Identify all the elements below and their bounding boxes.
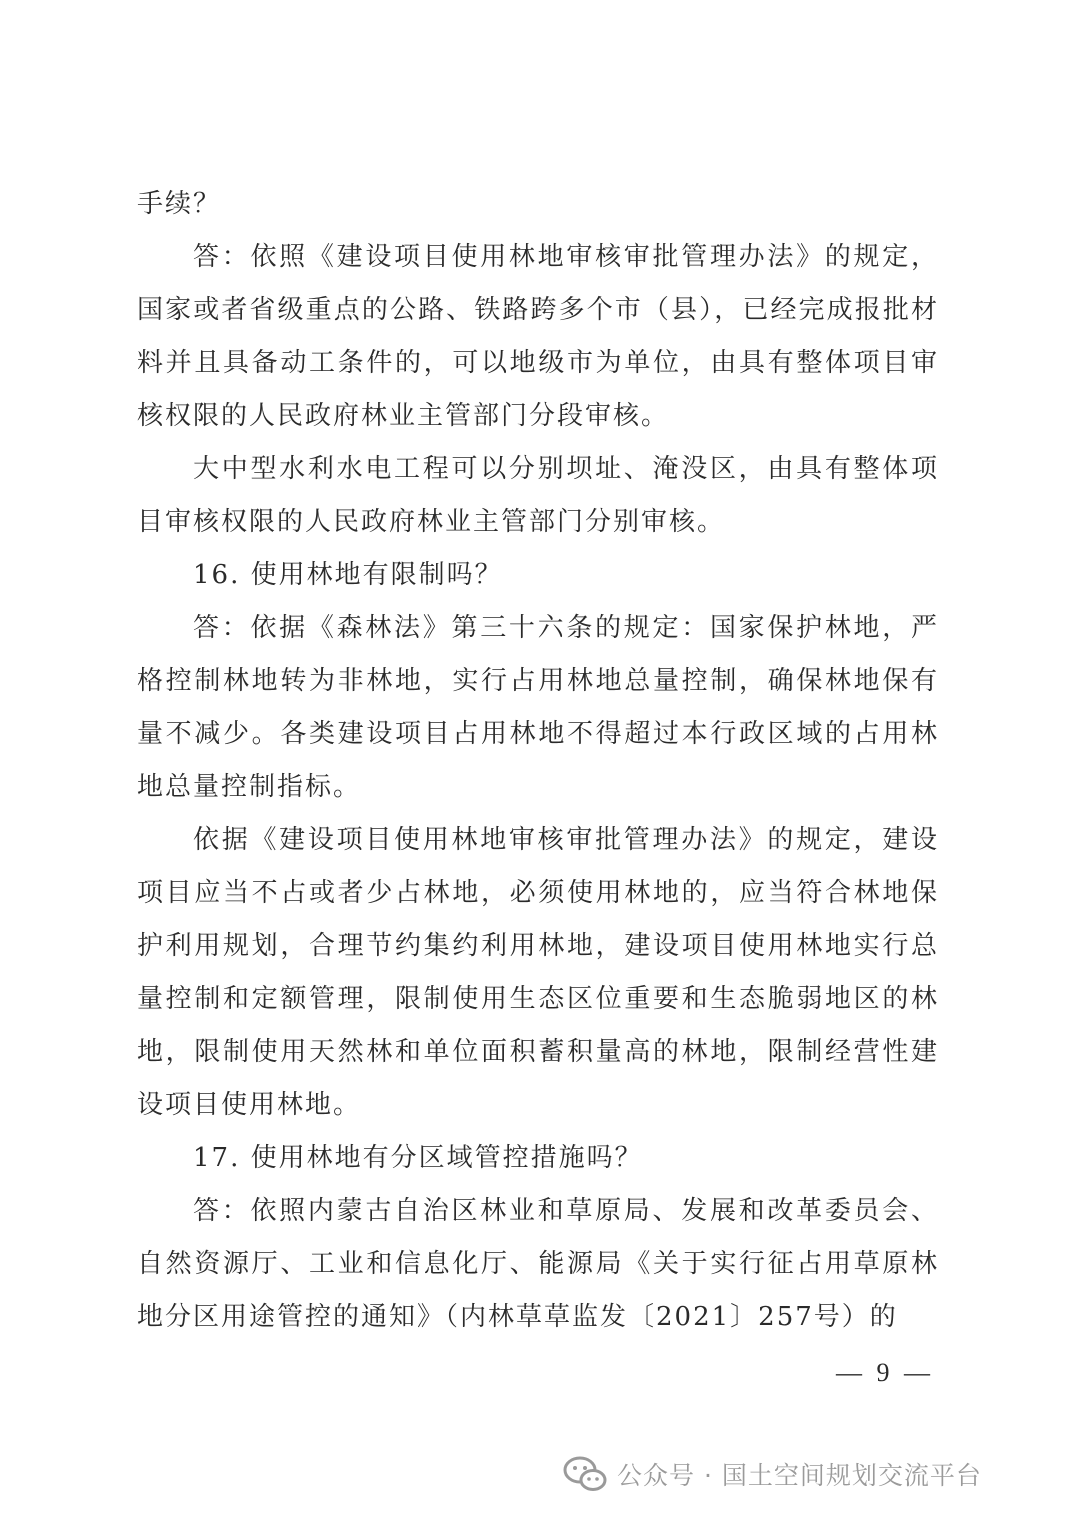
paragraph-hydro: 大中型水利水电工程可以分别坝址、淹没区，由具有整体项目审核权限的人民政府林业主管部门分别审核。 bbox=[137, 454, 939, 537]
question-17-heading: 17. 使用林地有分区域管控措施吗？ bbox=[193, 1143, 643, 1173]
paragraph-continuation: 手续？ bbox=[137, 189, 222, 219]
question-16-heading: 16. 使用林地有限制吗？ bbox=[193, 560, 503, 590]
wechat-icon bbox=[563, 1456, 607, 1492]
paragraph-answer-15: 答：依照《建设项目使用林地审核审批管理办法》的规定，国家或者省级重点的公路、铁路跨多个市（县），已经完成报批材料并且具备动工条件的，可以地级市为单位，由具有整体项目审核权限的人民政府林业主管部门分段审核。 bbox=[137, 242, 939, 431]
paragraph-answer-17: 答：依照内蒙古自治区林业和草原局、发展和改革委员会、自然资源厅、工业和信息化厅、能源局《关于实行征占用草原林地分区用途管控的通知》（内林草草监发〔2021〕257号）的 bbox=[137, 1196, 939, 1332]
watermark bbox=[563, 1454, 982, 1494]
document-body bbox=[137, 178, 939, 1344]
watermark-text: 公众号 · 国土空间规划交流平台 bbox=[617, 1461, 982, 1490]
paragraph-answer-16: 答：依据《森林法》第三十六条的规定：国家保护林地，严格控制林地转为非林地，实行占用林地总量控制，确保林地保有量不减少。各类建设项目占用林地不得超过本行政区域的占用林地总量控制指标。 bbox=[137, 613, 939, 802]
page-number: — 9 — bbox=[836, 1358, 934, 1387]
paragraph-regulation-16: 依据《建设项目使用林地审核审批管理办法》的规定，建设项目应当不占或者少占林地，必须使用林地的，应当符合林地保护利用规划，合理节约集约利用林地，建设项目使用林地实行总量控制和定额管理，限制使用生态区位重要和生态脆弱地区的林地，限制使用天然林和单位面积蓄积量高的林地，限制经营性建设项目使用林地。 bbox=[137, 825, 939, 1120]
